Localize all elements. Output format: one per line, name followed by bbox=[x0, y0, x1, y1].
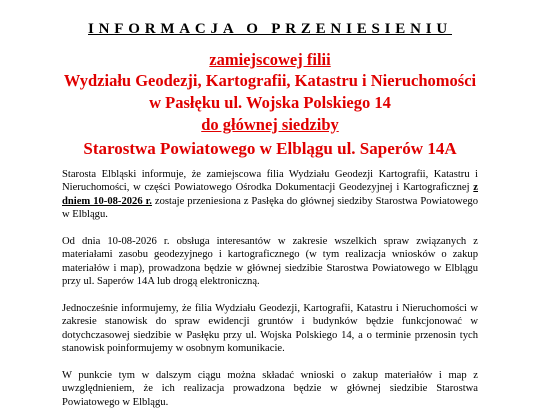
paragraph-1-end: zostaje przeniesiona z Pasłęka do głównej siedziby Starostwa Powiatowego w Elblągu. bbox=[62, 195, 479, 221]
title-line-2: Wydziału Geodezji, Kartografii, Katastru i Nieruchomości bbox=[63, 71, 477, 90]
title-line-1: zamiejscowej filii bbox=[209, 50, 331, 69]
paragraph-1 bbox=[62, 168, 478, 222]
document-heading: INFORMACJA O PRZENIESIENIU bbox=[88, 21, 452, 37]
relocation-date: z dniem 10-08-2026 r. bbox=[62, 182, 478, 207]
paragraph-3: Jednocześnie informujemy, że filia Wydziału Geodezji, Kartografii, Katastru i Nieruchomości w zakresie stanowisk do spraw ewidencji gruntów i budynków będzie funkcjonować w dotychczasowej siedzibie w Pasłęku przy ul. Wojska Polskiego 14, a o terminie przenosin tych stanowisk poinformujemy w osobnym komunikacie. bbox=[62, 303, 478, 355]
paragraph-1-start: Starosta Elbląski informuje, że zamiejscowa filia Wydziału Geodezji Kartografii, Katastru i Nieruchomości, w części Powiatowego Ośrodka Dokumentacji Geodezyjnej i Kartograficznej bbox=[62, 169, 478, 194]
title-line-4: do głównej siedziby bbox=[201, 115, 339, 134]
title-line-3: w Pasłęku ul. Wojska Polskiego 14 bbox=[149, 93, 391, 112]
paragraph-4: W punkcie tym w dalszym ciągu można składać wnioski o zakup materiałów i map z uwzględnieniem, że ich realizacja prowadzona będzie w głównej siedzibie Starostwa Powiatowego w Elblągu. bbox=[62, 370, 478, 408]
title-line-5: Starostwa Powiatowego w Elblągu ul. Saperów 14A bbox=[83, 139, 457, 158]
paragraph-2: Od dnia 10-08-2026 r. obsługa interesantów w zakresie wszelkich spraw związanych z materiałami zasobu geodezyjnego i kartograficznego (w tym realizacja wniosków o zakup materiałów i map), prowadzona będzie w głównej siedzibie Starostwa Powiatowego w Elblągu przy ul. Saperów 14A lub drogą elektroniczną. bbox=[62, 236, 478, 288]
